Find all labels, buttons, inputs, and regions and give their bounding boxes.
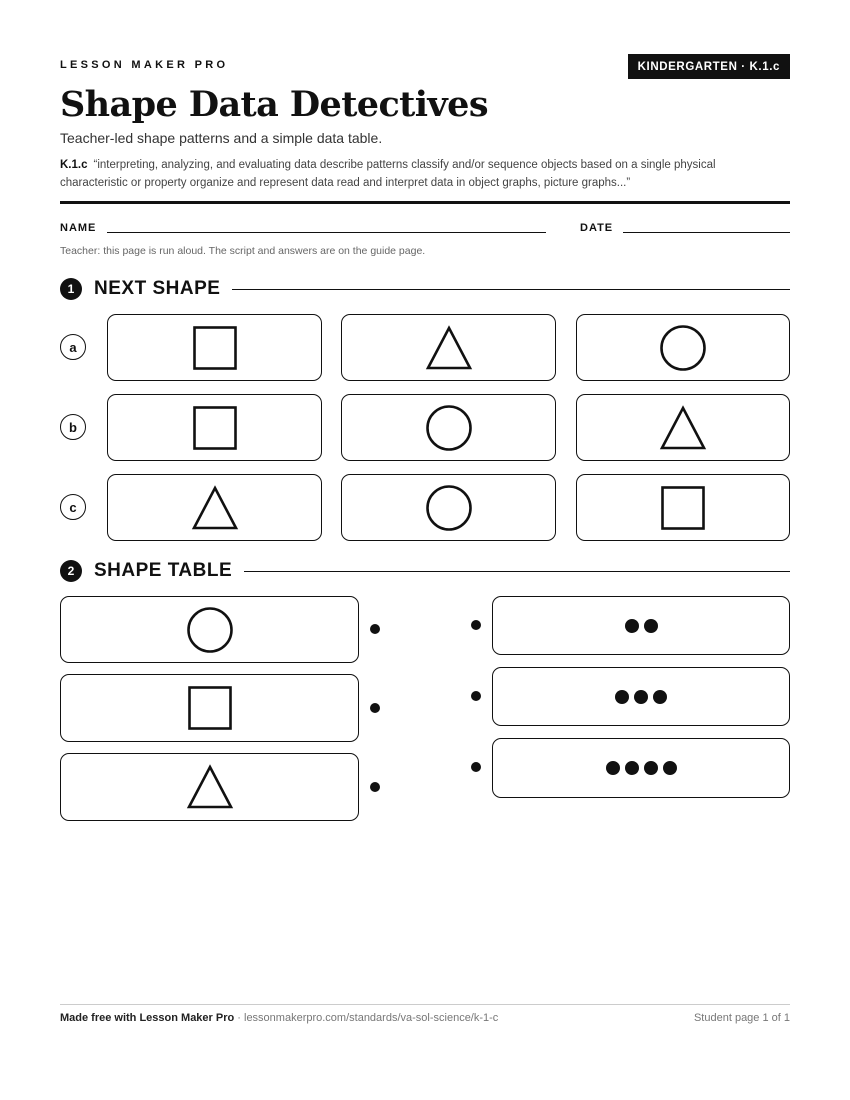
standard-description <box>60 156 760 192</box>
match-shape-card <box>60 674 359 742</box>
count-dot <box>606 761 620 775</box>
circle-icon <box>186 606 234 654</box>
circle-icon <box>659 324 707 372</box>
shape-card <box>341 314 556 381</box>
triangle-icon <box>425 325 473 371</box>
count-dot <box>634 690 648 704</box>
square-icon <box>192 405 238 451</box>
row-label-a: a <box>60 334 86 360</box>
count-dot <box>625 619 639 633</box>
match-shape-card <box>60 753 359 821</box>
square-icon <box>660 485 706 531</box>
section-next-shape-heading <box>60 276 790 302</box>
section-divider <box>244 571 790 572</box>
count-dot <box>644 619 658 633</box>
footer-divider <box>60 1004 790 1005</box>
shape-card <box>576 314 790 381</box>
match-dot[interactable] <box>370 624 380 634</box>
count-card <box>492 596 790 655</box>
standard-code: K.1.c <box>60 159 88 171</box>
shape-card <box>107 394 322 461</box>
header-divider <box>60 201 790 204</box>
page-number: Student page 1 of 1 <box>693 1012 790 1024</box>
match-dot[interactable] <box>370 703 380 713</box>
match-dot[interactable] <box>471 620 481 630</box>
match-dot[interactable] <box>471 762 481 772</box>
shape-card <box>576 474 790 541</box>
standard-text: “interpreting, analyzing, and evaluating data describe patterns classify and/or sequence objects based on a single physical characteristic or property organize and represent data read and interpret data in object graphs, picture graphs...” <box>60 159 716 189</box>
shape-card <box>107 314 322 381</box>
circle-icon <box>425 404 473 452</box>
count-dot <box>615 690 629 704</box>
footer-url: · lessonmakerpro.com/standards/va-sol-science/k-1-c <box>234 1012 499 1024</box>
match-dot[interactable] <box>370 782 380 792</box>
section-number-badge: 1 <box>60 278 82 300</box>
grade-badge: KINDERGARTEN · K.1.c <box>628 54 790 79</box>
section-divider <box>232 289 790 290</box>
brand-name: LESSON MAKER PRO <box>60 59 229 71</box>
name-field[interactable] <box>107 232 546 233</box>
shape-card <box>341 394 556 461</box>
footer-credit <box>60 1012 498 1024</box>
count-card <box>492 667 790 726</box>
square-icon <box>192 325 238 371</box>
match-shape-card <box>60 596 359 663</box>
date-label: DATE <box>580 222 614 234</box>
date-field[interactable] <box>623 232 790 233</box>
count-dots <box>606 761 677 775</box>
count-dot <box>625 761 639 775</box>
square-icon <box>187 685 233 731</box>
section-number-badge: 2 <box>60 560 82 582</box>
section-title: NEXT SHAPE <box>94 278 221 299</box>
triangle-icon <box>659 405 707 451</box>
count-dot <box>653 690 667 704</box>
count-dots <box>625 619 658 633</box>
section-shape-table-heading <box>60 558 790 584</box>
section-title: SHAPE TABLE <box>94 560 233 581</box>
shape-card <box>341 474 556 541</box>
row-label-b: b <box>60 414 86 440</box>
count-card <box>492 738 790 798</box>
count-dots <box>615 690 667 704</box>
count-dot <box>663 761 677 775</box>
circle-icon <box>425 484 473 532</box>
page-subtitle: Teacher-led shape patterns and a simple data table. <box>60 130 383 146</box>
teacher-note: Teacher: this page is run aloud. The script and answers are on the guide page. <box>60 245 426 257</box>
match-dot[interactable] <box>471 691 481 701</box>
shape-card <box>107 474 322 541</box>
triangle-icon <box>186 764 234 810</box>
triangle-icon <box>191 485 239 531</box>
footer-credit-name: Made free with Lesson Maker Pro <box>60 1012 235 1024</box>
shape-card <box>576 394 790 461</box>
row-label-c: c <box>60 494 86 520</box>
count-dot <box>644 761 658 775</box>
page-title: Shape Data Detectives <box>60 84 488 125</box>
name-label: NAME <box>60 222 97 234</box>
